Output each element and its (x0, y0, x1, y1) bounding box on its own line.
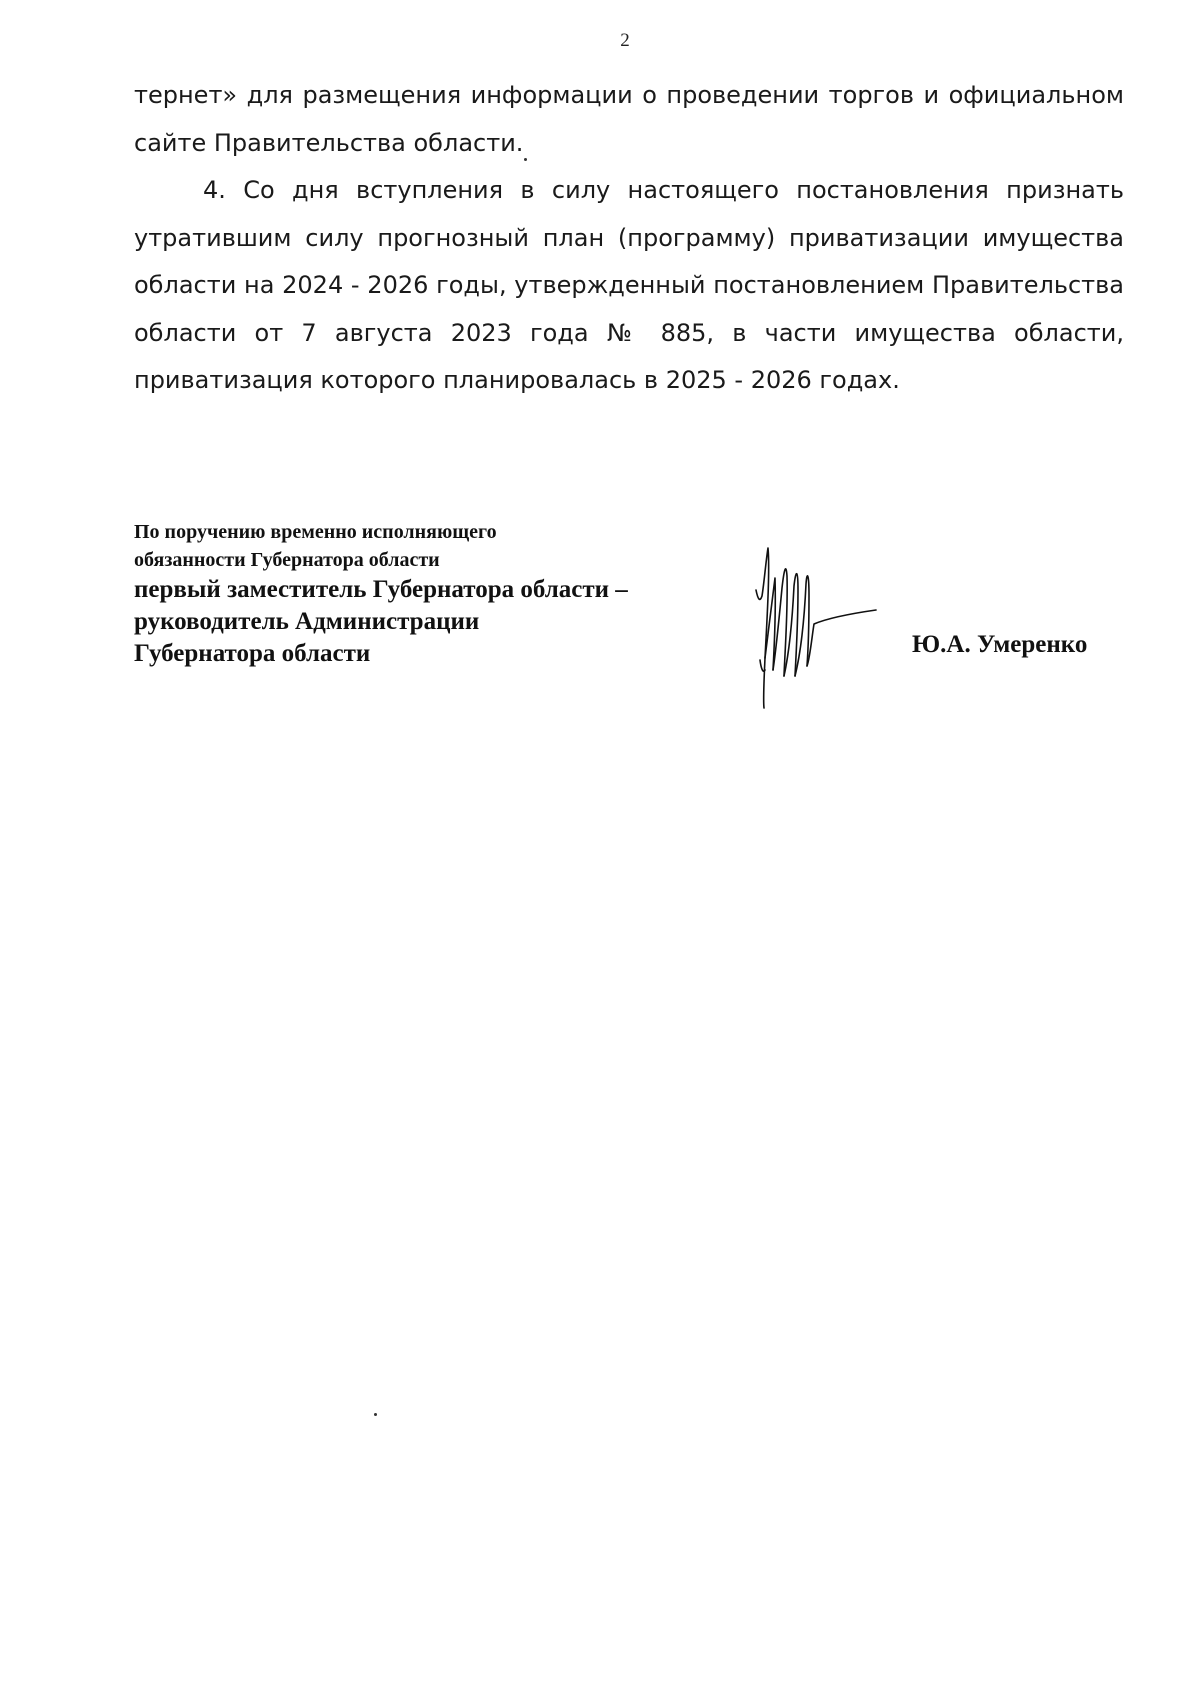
paragraph-item-4: 4. Со дня вступления в силу настоящего постановления признать утратившим силу прогнозный план (программу) приватизации имущества области на 2024 - 2026 годы, утвержденный постановлением Правительства области от 7 августа 2023 года № 885, в части имущества области, приватизация которого планировалась в 2025 - 2026 годах. (134, 176, 1124, 394)
signatory-name: Ю.А. Умеренко (912, 631, 1088, 658)
signatory-line-2: обязанности Губернатора области (134, 549, 440, 571)
scan-speck (374, 1413, 377, 1416)
signatory-line-1: По поручению временно исполняющего (134, 521, 497, 543)
signatory-title-block (134, 518, 628, 670)
signatory-line-5: Губернатора области (134, 640, 371, 667)
paragraph-continuation: тернет» для размещения информации о проведении торгов и официальном сайте Правительства области. (134, 81, 1124, 157)
page-number: 2 (620, 30, 630, 51)
signatory-line-4: руководитель Администрации (134, 608, 480, 635)
signatory-line-3: первый заместитель Губернатора области – (134, 576, 628, 603)
handwritten-signature (748, 540, 888, 720)
document-body (134, 72, 1124, 405)
scan-speck (524, 158, 527, 161)
